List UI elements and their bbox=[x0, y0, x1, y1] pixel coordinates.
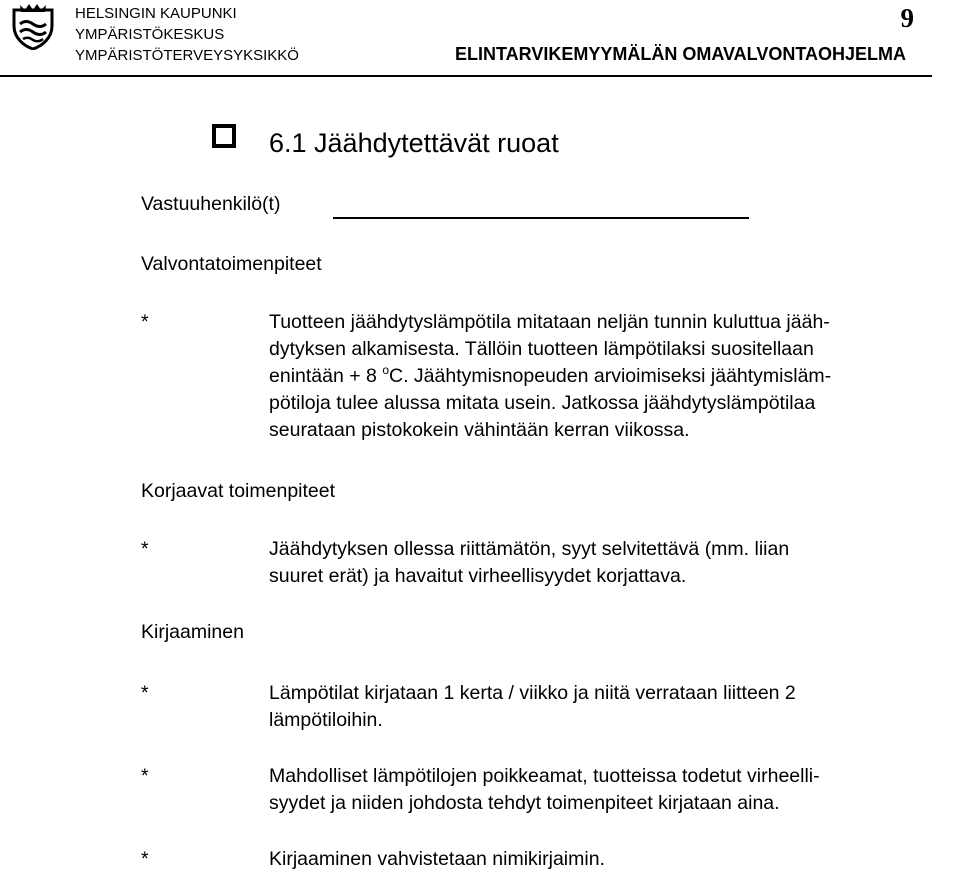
text-line: lämpötiloihin. bbox=[269, 709, 383, 731]
text-line: Kirjaaminen vahvistetaan nimikirjaimin. bbox=[269, 848, 605, 870]
checkbox-icon[interactable] bbox=[212, 124, 236, 148]
recording-item bbox=[269, 846, 949, 873]
bullet-marker: * bbox=[141, 538, 149, 560]
control-measures-heading: Valvontatoimenpiteet bbox=[141, 253, 322, 275]
bullet-marker: * bbox=[141, 311, 149, 333]
bullet-marker: * bbox=[141, 765, 149, 787]
recording-item bbox=[269, 680, 949, 734]
text-line: Mahdolliset lämpötilojen poikkeamat, tuotteissa todetut virheelli- bbox=[269, 765, 820, 787]
org-name-centre: YMPÄRISTÖKESKUS bbox=[75, 26, 225, 43]
text-line: Lämpötilat kirjataan 1 kerta / viikko ja niitä verrataan liitteen 2 bbox=[269, 682, 796, 704]
text-line: suuret erät) ja havaitut virheellisyydet korjattava. bbox=[269, 565, 687, 587]
text-line: syydet ja niiden johdosta tehdyt toimenpiteet kirjataan aina. bbox=[269, 792, 780, 814]
bullet-marker: * bbox=[141, 848, 149, 870]
control-measures-text bbox=[269, 309, 949, 444]
text-line: Jäähdytyksen ollessa riittämätön, syyt selvitettävä (mm. liian bbox=[269, 538, 790, 560]
text-line: Tuotteen jäähdytyslämpötila mitataan neljän tunnin kuluttua jääh- bbox=[269, 311, 830, 333]
text-line: pötiloja tulee alussa mitata usein. Jatkossa jäähdytyslämpötilaa bbox=[269, 392, 816, 414]
text-line: dytyksen alkamisesta. Tällöin tuotteen lämpötilaksi suositellaan bbox=[269, 338, 814, 360]
responsible-field[interactable] bbox=[333, 217, 749, 219]
corrective-actions-heading: Korjaavat toimenpiteet bbox=[141, 480, 336, 502]
section-title: 6.1 Jäähdytettävät ruoat bbox=[269, 128, 559, 158]
recording-item bbox=[269, 763, 949, 817]
text-line: seurataan pistokokein vähintään kerran viikossa. bbox=[269, 419, 690, 441]
corrective-actions-text bbox=[269, 536, 949, 590]
header-divider bbox=[0, 75, 932, 77]
responsible-label: Vastuuhenkilö(t) bbox=[141, 193, 281, 215]
recording-heading: Kirjaaminen bbox=[141, 621, 244, 643]
text-line: enintään + 8 $^o$C. Jäähtymisnopeuden arvioimiseksi jäähtymisläm- bbox=[269, 362, 832, 387]
degree-sign: o bbox=[382, 362, 389, 377]
org-name-city: HELSINGIN KAUPUNKI bbox=[75, 5, 237, 22]
bullet-marker: * bbox=[141, 682, 149, 704]
document-title: ELINTARVIKEMYYMÄLÄN OMAVALVONTAOHJELMA bbox=[455, 44, 906, 64]
page-number: 9 bbox=[900, 3, 914, 33]
org-name-unit: YMPÄRISTÖTERVEYSYKSIKKÖ bbox=[75, 47, 299, 64]
helsinki-crest-icon bbox=[8, 2, 58, 50]
